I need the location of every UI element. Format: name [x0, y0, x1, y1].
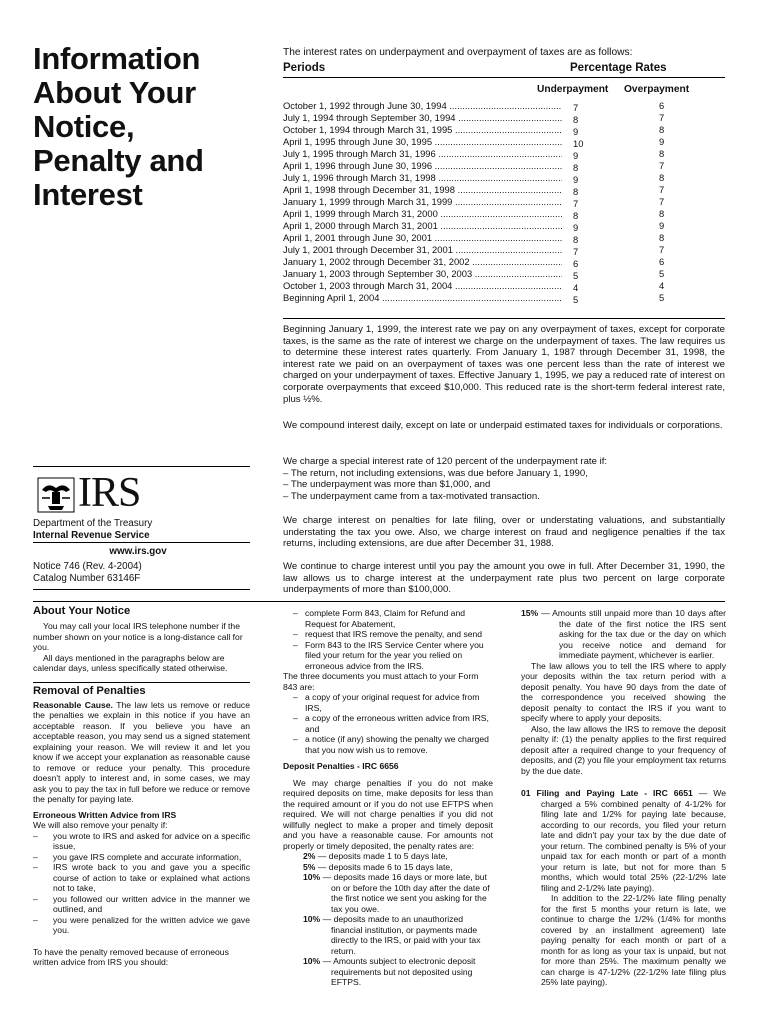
- catalog-number: Catalog Number 63146F: [33, 573, 141, 584]
- late-filing-paragraph: [521, 788, 726, 893]
- underpayment-rate: 8: [573, 234, 579, 245]
- overpayment-rate: 7: [659, 160, 665, 171]
- steps-list: [283, 608, 493, 671]
- rate-text: — deposits made 16 days or more late, but on or before the 10th day after the date of the first notice we sent you asking for the tax you owe.: [320, 872, 490, 914]
- rate-15-item: [521, 608, 726, 661]
- overpayment-rate: 5: [659, 268, 665, 279]
- documents-intro: The three documents you must attach to your Form 843 are:: [283, 671, 479, 692]
- overpayment-rate: 8: [659, 148, 665, 159]
- late-filing-paragraph-2: In addition to the 22-1/2% late filing penalty for the first 5 months your return is late, we continue to charge the 1/2% (1/4% for months covered by an installment agreement) late paying penalty for each month or part of a month for as long as your tax is unpaid, but not for more than 25%. The maximum penalty we can charge is 47-1/2% (22-1/2% late filing plus 25% late paying).: [541, 893, 726, 987]
- compound-interest-paragraph: [283, 420, 725, 432]
- rate-row: [283, 124, 723, 136]
- dash-icon: –: [293, 713, 298, 723]
- about-paragraph: All days mentioned in the paragraphs below are calendar days, unless specifically stated otherwise.: [33, 652, 228, 673]
- underpayment-rate: 7: [573, 198, 579, 209]
- dash-icon: –: [293, 608, 298, 618]
- rate-period: July 1, 1996 through March 31, 1998 .....: [283, 172, 562, 184]
- overpayment-rate: 6: [659, 256, 665, 267]
- list-item: [283, 713, 493, 734]
- agency-name: Internal Revenue Service: [33, 530, 150, 541]
- rate-percent: 10%: [303, 872, 321, 882]
- section-divider: [33, 601, 725, 602]
- notice-number: [33, 561, 243, 585]
- underpayment-rate: 8: [573, 186, 579, 197]
- underpayment-rate: 8: [573, 210, 579, 221]
- irs-website-link[interactable]: www.irs.gov: [109, 546, 167, 557]
- dash-icon: –: [293, 629, 298, 639]
- rate-row: [283, 112, 723, 124]
- rate-row: [283, 220, 723, 232]
- list-item: [283, 608, 493, 629]
- list-item: [33, 852, 250, 863]
- rate-percent: 10%: [303, 956, 321, 966]
- documents-list: [283, 692, 493, 755]
- list-item-text: you wrote to IRS and asked for advice on a specific issue,: [53, 830, 250, 851]
- about-paragraph: You may call your local IRS telephone number if the number shown on your notice is a long-distance call for you.: [33, 621, 243, 652]
- rate-text: — deposits made to an unauthorized financial institution, or payments made directly to the IRS, or paid with your tax return.: [320, 914, 481, 956]
- list-item-text: a copy of your original request for advice from IRS,: [305, 692, 480, 713]
- underpayment-rate: 4: [573, 282, 579, 293]
- rate-period: July 1, 1994 through September 30, 1994 .....: [283, 112, 562, 124]
- late-filing-text: — We charged a 5% combined penalty of 4-1/2% for filing late and 1/2% for paying late because, according to our records, you filed your return late and didn't pay your tax by the due date of your return. The combined penalty is 5% of your unpaid tax for each month or part of a month your return is late, but not for more than 5 months, which would total 25% (22-1/2% late filing and 2-1/2% late paying).: [541, 788, 726, 893]
- rate-period: October 1, 1992 through June 30, 1994 .....: [283, 100, 562, 112]
- underpayment-rate: 7: [573, 246, 579, 257]
- deposit-penalties-heading: Deposit Penalties - IRC 6656: [283, 761, 399, 771]
- logo-divider: [33, 542, 250, 543]
- rate-row: [283, 268, 723, 280]
- rate-row: [283, 184, 723, 196]
- department-name: Department of the Treasury: [33, 518, 153, 529]
- underpayment-rate: 9: [573, 174, 579, 185]
- rates-intro: The interest rates on underpayment and overpayment of taxes are as follows:: [283, 47, 633, 58]
- rate-row: [283, 160, 723, 172]
- rate-period: January 1, 2002 through December 31, 2002 .....: [283, 256, 562, 268]
- rate-row: [283, 292, 723, 304]
- logo-top-rule: [33, 466, 250, 467]
- list-item: [33, 831, 250, 852]
- rate-text: — Amounts subject to electronic deposit requirements but not deposited using EFTPS.: [320, 956, 476, 987]
- rate-period: January 1, 1999 through March 31, 1999 .....: [283, 196, 562, 208]
- underpayment-rate: 9: [573, 150, 579, 161]
- reasonable-cause-label: Reasonable Cause.: [33, 699, 113, 710]
- rate-period: October 1, 1994 through March 31, 1995 .....: [283, 124, 562, 136]
- title-line: About Your: [33, 75, 196, 110]
- department-info: [33, 518, 243, 542]
- closing-text: To have the penalty removed because of erroneous written advice from IRS you should:: [33, 946, 229, 967]
- dash-icon: –: [33, 893, 38, 904]
- section-divider: [33, 682, 250, 683]
- dash-icon: –: [33, 862, 38, 872]
- about-notice-heading: About Your Notice: [33, 605, 131, 617]
- rate-row: [283, 244, 723, 256]
- overpayment-rate: 7: [659, 196, 665, 207]
- column-1: [33, 605, 250, 968]
- reasonable-cause-text: The law lets us remove or reduce the penalties we explain in this notice if you have an acceptable reason. If you believe you have an acceptable reason, you may send us a signed statement explaining your reason. We will review it and let you know if we accept your explanation as reasonable cause to remove or reduce your penalty. This procedure doesn't apply to interest and, in some cases, we may ask you to pay the tax in full before we reduce or remove the penalty for paying late.: [33, 699, 250, 804]
- eagle-emblem-icon: [36, 476, 76, 514]
- continue-interest-paragraph: [283, 561, 725, 596]
- paragraph-text: We charge interest on penalties for late filing, over or understating valuations, and substantially understating the tax you owe. Also, we charge interest on fraud and negligence penalties if the tax returns, including extensions, are due after December 31, 1988.: [283, 515, 725, 550]
- special-rate-paragraph: [283, 456, 725, 502]
- rate-period: April 1, 1996 through June 30, 1996 .....: [283, 160, 562, 172]
- rate-period: Beginning April 1, 2004 .....: [283, 292, 562, 304]
- overpayment-rate: 4: [659, 280, 665, 291]
- list-item-text: you followed our written advice in the manner we outlined, and: [53, 893, 250, 914]
- erroneous-list: [33, 831, 250, 936]
- list-item-text: request that IRS remove the penalty, and send: [305, 629, 483, 639]
- penalty-interest-paragraph: [283, 515, 725, 550]
- percentage-heading: Percentage Rates: [570, 62, 667, 74]
- underpayment-heading: Underpayment: [537, 84, 609, 95]
- paragraph-line: – The underpayment came from a tax-motivated transaction.: [283, 490, 540, 502]
- deposit-rates-list: [283, 851, 493, 988]
- rate-row: [283, 136, 723, 148]
- rate-percent: 15%: [521, 608, 539, 618]
- paragraph-line: We charge a special interest rate of 120 percent of the underpayment rate if:: [283, 456, 608, 467]
- erroneous-advice-heading: Erroneous Written Advice from IRS: [33, 809, 177, 820]
- title-line: Information: [33, 41, 201, 76]
- late-filing-heading: 01 Filing and Paying Late - IRC 6651: [521, 788, 693, 798]
- list-item-text: you gave IRS complete and accurate information,: [53, 851, 242, 862]
- rate-row: [283, 148, 723, 160]
- underpayment-rate: 6: [573, 258, 579, 269]
- underpayment-rate: 5: [573, 270, 579, 281]
- list-item-text: complete Form 843, Claim for Refund and Request for Abatement,: [305, 608, 466, 629]
- erroneous-intro: We will also remove your penalty if:: [33, 820, 168, 830]
- rate-period: January 1, 2003 through September 30, 2003 .....: [283, 268, 562, 280]
- underpayment-rate: 9: [573, 126, 579, 137]
- rate-row: [283, 208, 723, 220]
- rate-text: — deposits made 1 to 5 days late,: [315, 851, 448, 861]
- overpayment-rate: 7: [659, 184, 665, 195]
- underpayment-rate: 10: [573, 138, 584, 149]
- column-2: [283, 608, 493, 988]
- rate-text: — deposits made 6 to 15 days late,: [315, 861, 453, 872]
- overpayment-rate: 8: [659, 232, 665, 243]
- list-item: [283, 640, 493, 672]
- column-3: [521, 608, 726, 988]
- designate-paragraph: The law allows you to tell the IRS where to apply your deposits within the tax return period with a deposit penalty. You have 90 days from the date of the correspondence you received showing the deposit penalty to contact the IRS if you want to specify where to apply your deposits.: [521, 660, 726, 723]
- irs-logo-text: IRS: [78, 470, 141, 516]
- underpayment-rate: 8: [573, 114, 579, 125]
- rate-row: [283, 172, 723, 184]
- rate-period: October 1, 2003 through March 31, 2004 .....: [283, 280, 562, 292]
- underpayment-rate: 5: [573, 294, 579, 305]
- rate-row: [283, 232, 723, 244]
- deposit-paragraph: We may charge penalties if you do not make required deposits on time, make deposits for less than the required amount or if you do not use EFTPS when required. We will not charge penalties if you did not willfully neglect to make a proper and timely deposit and you have a reasonable cause. For amounts not properly or timely deposited, the penalty rates are:: [283, 777, 493, 851]
- overpayment-rate: 7: [659, 244, 665, 255]
- paragraph-text: We continue to charge interest until you pay the amount you owe in full. After December 31, 1990, the law allows us to charge interest at the underpayment rate plus two percent on large corporate underpayments of more than $100,000.: [283, 561, 725, 596]
- rate-period: April 1, 2001 through June 30, 2001 .....: [283, 232, 562, 244]
- page-title: [33, 42, 248, 212]
- rate-row: [283, 280, 723, 292]
- overpayment-heading: Overpayment: [624, 84, 690, 95]
- dash-icon: –: [293, 734, 298, 744]
- rate-percent: 5%: [303, 861, 316, 872]
- list-item: [33, 862, 250, 894]
- rates-header: [283, 62, 725, 78]
- rate-percent: 10%: [303, 914, 321, 924]
- overpayment-interest-paragraph: [283, 324, 725, 405]
- paragraph-text: We compound interest daily, except on late or underpaid estimated taxes for individuals or corporations.: [283, 420, 723, 431]
- reasonable-cause-paragraph: [33, 700, 250, 805]
- overpayment-rate: 5: [659, 292, 665, 303]
- rate-period: July 1, 1995 through March 31, 1996 .....: [283, 148, 562, 160]
- rate-row: [283, 196, 723, 208]
- dash-icon: –: [33, 914, 38, 925]
- overpayment-rate: 8: [659, 208, 665, 219]
- dash-icon: –: [33, 830, 38, 841]
- notice-revision: Notice 746 (Rev. 4-2004): [33, 561, 142, 572]
- irs-logo: [36, 470, 246, 518]
- remove-deposit-paragraph: Also, the law allows the IRS to remove the deposit penalty if: (1) the penalty applies to the first required deposit after a required change to your frequency of deposits, and (2) you file your employment tax returns by the due date.: [521, 723, 726, 776]
- rate-row: [283, 256, 723, 268]
- deposit-rate-item: [283, 851, 493, 862]
- periods-heading: Periods: [283, 62, 326, 74]
- underpayment-rate: 9: [573, 222, 579, 233]
- deposit-rate-item: [283, 862, 493, 873]
- title-line: Penalty and: [33, 143, 204, 178]
- paragraph-line: – The return, not including extensions, was due before January 1, 1990,: [283, 467, 588, 479]
- rate-period: April 1, 1999 through March 31, 2000 .....: [283, 208, 562, 220]
- list-item-text: a copy of the erroneous written advice from IRS, and: [305, 713, 489, 734]
- paragraph-text: Beginning January 1, 1999, the interest rate we pay on any overpayment of taxes, except for corporate taxes, is the same as the rate of interest we charge on the underpayment of taxes. The law requires us to determine these interest rates quarterly. From January 1, 1987 through December 31, 1998, the interest rate we paid on an overpayment of taxes was one percent less than the rate of interest we charged on your underpayment of taxes. Effective January 1, 1995, we pay a reduced rate of interest on corporate overpayments that exceed $10,000. This reduced rate is the short-term federal interest rate, plus ½%.: [283, 324, 725, 405]
- deposit-rate-item: [283, 872, 493, 914]
- underpayment-rate: 8: [573, 162, 579, 173]
- deposit-rate-item: [283, 956, 493, 988]
- removal-heading: Removal of Penalties: [33, 684, 146, 697]
- overpayment-rate: 9: [659, 136, 665, 147]
- dash-icon: –: [293, 692, 298, 702]
- paragraph-line: – The underpayment was more than $1,000, and: [283, 479, 491, 491]
- list-item: [283, 692, 493, 713]
- overpayment-rate: 7: [659, 112, 665, 123]
- dash-icon: –: [293, 639, 298, 650]
- rate-text: — Amounts still unpaid more than 10 days after the date of the first notice the IRS sent asking for the tax due or the day on which you receive notice and demand for immediate payment, whichever is earlier.: [538, 608, 726, 660]
- list-item-text: you were penalized for the written advice we gave you.: [53, 914, 250, 935]
- rate-row: [283, 100, 723, 112]
- overpayment-rate: 9: [659, 220, 665, 231]
- section-divider: [283, 318, 725, 319]
- list-item: [33, 915, 250, 936]
- list-item: [33, 894, 250, 915]
- list-item-text: IRS wrote back to you and gave you a specific course of action to take or explained what actions not to take,: [53, 862, 250, 893]
- title-line: Interest: [33, 177, 143, 212]
- rate-period: July 1, 2001 through December 31, 2001 .....: [283, 244, 562, 256]
- rate-period: April 1, 1998 through December 31, 1998 .....: [283, 184, 562, 196]
- list-item: [283, 629, 493, 640]
- logo-bottom-rule: [33, 589, 250, 590]
- rate-period: April 1, 2000 through March 31, 2001 .....: [283, 220, 562, 232]
- underpayment-rate: 7: [573, 102, 579, 113]
- deposit-rate-item: [283, 914, 493, 956]
- rate-period: April 1, 1995 through June 30, 1995 .....: [283, 136, 562, 148]
- list-item-text: a notice (if any) showing the penalty we charged that you now wish us to remove.: [305, 734, 489, 755]
- list-item-text: Form 843 to the IRS Service Center where you filed your return for the year you relied on erroneous advice from the IRS.: [305, 639, 484, 671]
- dash-icon: –: [33, 851, 38, 862]
- overpayment-rate: 8: [659, 124, 665, 135]
- list-item: [283, 734, 493, 755]
- overpayment-rate: 8: [659, 172, 665, 183]
- rates-table: [283, 100, 723, 304]
- title-line: Notice,: [33, 109, 135, 144]
- overpayment-rate: 6: [659, 100, 665, 111]
- rate-percent: 2%: [303, 851, 316, 861]
